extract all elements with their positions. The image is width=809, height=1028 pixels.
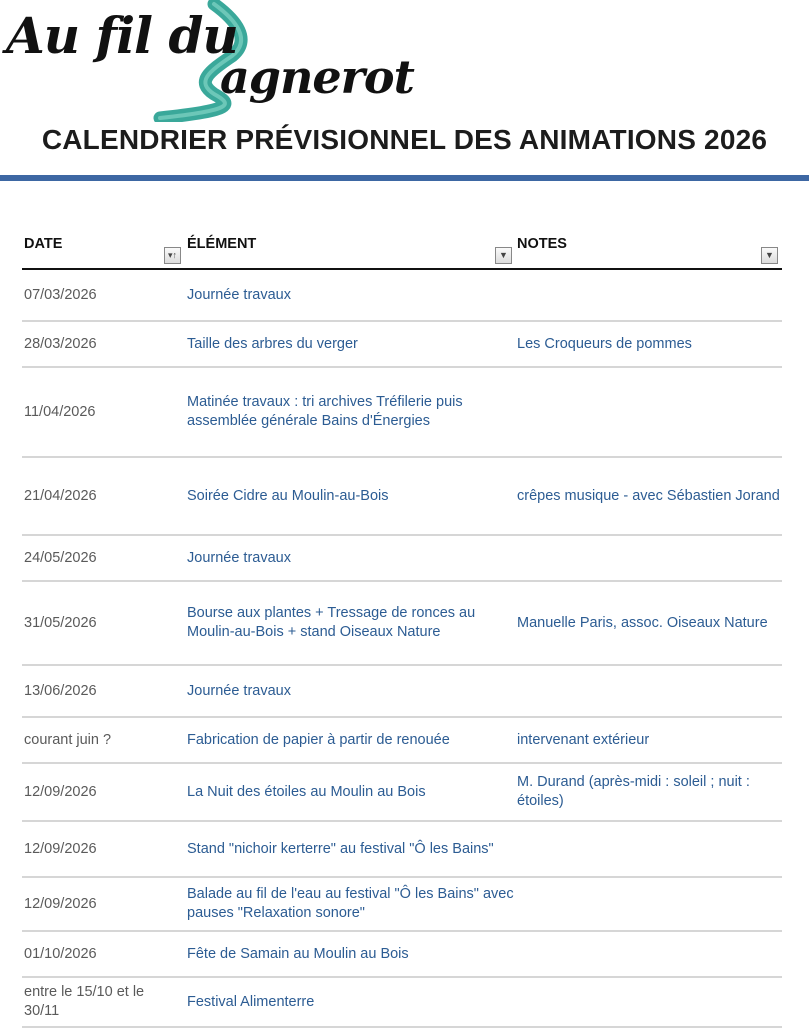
filter-notes-icon[interactable]: ▼ [761, 247, 778, 264]
page-title: CALENDRIER PRÉVISIONNEL DES ANIMATIONS 2026 [41, 124, 768, 155]
table-row [22, 270, 782, 322]
row-date: 24/05/2026 [24, 550, 97, 566]
table-row [22, 536, 782, 582]
table-header [22, 226, 782, 270]
logo [0, 0, 420, 122]
row-notes: intervenant extérieur [517, 732, 650, 748]
row-date: entre le 15/10 et le 30/11 [24, 984, 145, 1019]
title-divider [0, 175, 809, 181]
row-notes: M. Durand (après-midi : soleil ; nuit : étoiles) [517, 774, 750, 809]
row-element: Stand "nichoir kerterre" au festival "Ô les Bains" [187, 841, 494, 857]
row-notes: Les Croqueurs de pommes [517, 336, 692, 352]
row-date: 11/04/2026 [24, 404, 96, 420]
filter-element-icon[interactable]: ▼ [495, 247, 512, 264]
table-row [22, 322, 782, 368]
table-row [22, 666, 782, 718]
row-element: Journée travaux [187, 287, 291, 303]
column-header-element: ÉLÉMENT [187, 236, 257, 252]
events-table [22, 226, 782, 1019]
table-row [22, 718, 782, 764]
row-date: 21/04/2026 [24, 488, 97, 504]
row-notes: Manuelle Paris, assoc. Oiseaux Nature [517, 615, 768, 631]
row-date: 12/09/2026 [24, 784, 97, 800]
sort-filter-date-icon[interactable]: ▾↑ [164, 247, 181, 264]
row-date: 13/06/2026 [24, 683, 97, 699]
row-element: Festival Alimenterre [187, 994, 315, 1010]
row-element: Bourse aux plantes + Tressage de ronces au Moulin-au-Bois + stand Oiseaux Nature [187, 605, 476, 640]
table-row [22, 582, 782, 666]
row-element: Journée travaux [187, 683, 291, 699]
table-row [22, 764, 782, 822]
table-row [22, 932, 782, 978]
column-header-notes: NOTES [517, 236, 567, 252]
logo-text-line2: agnerot [220, 50, 414, 104]
row-element: Fête de Samain au Moulin au Bois [187, 946, 409, 962]
row-element: Balade au fil de l'eau au festival "Ô les Bains" avec pauses "Relaxation sonore" [187, 886, 514, 921]
row-date: 31/05/2026 [24, 615, 97, 631]
row-element: Taille des arbres du verger [187, 336, 358, 352]
row-element: Soirée Cidre au Moulin-au-Bois [187, 488, 389, 504]
row-element: Journée travaux [187, 550, 291, 566]
row-element: La Nuit des étoiles au Moulin au Bois [187, 784, 426, 800]
row-notes: crêpes musique - avec Sébastien Jorand [517, 488, 780, 504]
table-row [22, 458, 782, 536]
row-date: 01/10/2026 [24, 946, 97, 962]
row-element: Fabrication de papier à partir de renouée [187, 732, 450, 748]
row-date: 07/03/2026 [24, 287, 97, 303]
column-header-date: DATE [24, 236, 63, 252]
table-row [22, 878, 782, 932]
logo-text-line1: Au fil du [6, 6, 238, 65]
row-date: courant juin ? [24, 732, 112, 748]
row-date: 12/09/2026 [24, 896, 97, 912]
row-element: Matinée travaux : tri archives Tréfilerie puis assemblée générale Bains d'Énergies [187, 394, 463, 429]
table-row [22, 978, 782, 1028]
table-row [22, 822, 782, 878]
row-date: 12/09/2026 [24, 841, 97, 857]
table-row [22, 368, 782, 458]
row-date: 28/03/2026 [24, 336, 97, 352]
